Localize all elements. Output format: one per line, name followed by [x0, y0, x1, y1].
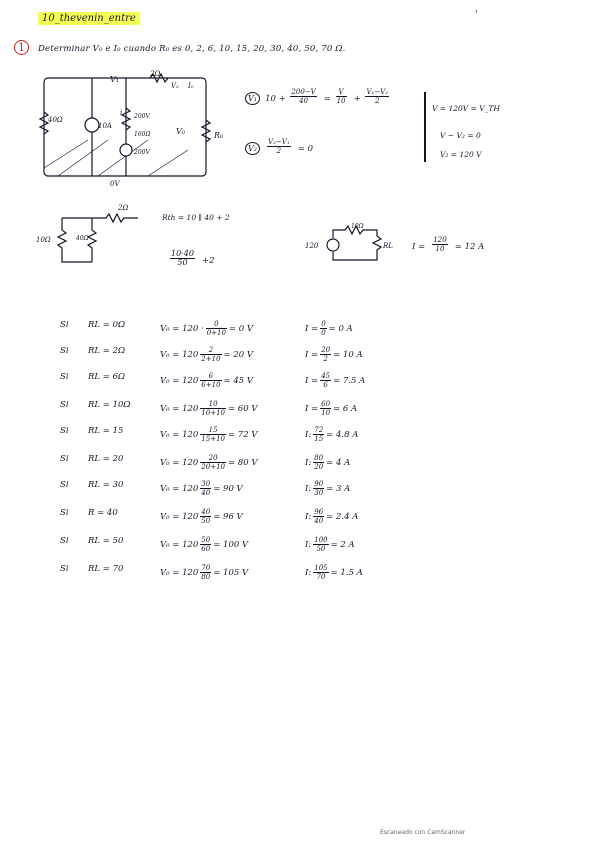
row-i-num: 105 — [314, 564, 328, 572]
corner-mark: ' — [475, 10, 478, 20]
row-vo-pre: V₀ = 120 — [160, 376, 199, 386]
row-vo — [160, 508, 243, 525]
row-i-res: = 2 A — [330, 540, 355, 550]
row-vo-den: 6+10 — [201, 381, 221, 389]
row-i-den: 20 — [314, 463, 324, 471]
i-frac-den: 10 — [435, 245, 445, 253]
row-si: Si — [60, 426, 69, 436]
eq-source-icon — [327, 239, 339, 251]
voltage-source-icon — [120, 144, 132, 156]
equation-v1 — [245, 86, 391, 105]
row-i-num: 90 — [314, 480, 324, 488]
row-i-res: = 1.5 A — [330, 568, 363, 578]
page-title: 10_thevenin_entre — [38, 12, 140, 25]
row-rl: RL = 10Ω — [88, 400, 131, 410]
row-vo-res: = 60 V — [227, 404, 258, 414]
node-io-label: I₀ — [188, 82, 194, 90]
row-vo — [160, 346, 253, 363]
ro-label: R₀ — [214, 131, 224, 140]
rth-frac-num: 10·40 — [171, 249, 194, 258]
row-i-res: = 4 A — [326, 458, 351, 468]
equation-v2 — [245, 136, 313, 155]
row-i-den: 10 — [321, 409, 331, 417]
row-vo-den: 10+10 — [201, 409, 225, 417]
row-i-den: 40 — [314, 517, 324, 525]
table-row — [0, 346, 599, 366]
eq2-label: V₂ — [245, 142, 260, 155]
row-vo-pre: V₀ = 120 — [160, 540, 199, 550]
eq-res-label: 10Ω — [351, 223, 364, 230]
eq1-frac1-den: 40 — [299, 97, 309, 105]
eq1-label: V₁ — [245, 92, 260, 105]
source-current-label: 10A — [98, 122, 112, 130]
row-rl: RL = 20 — [88, 454, 124, 464]
row-i — [305, 508, 358, 525]
eq1-frac1-num: 200−V — [291, 88, 316, 96]
row-i — [305, 400, 357, 417]
row-vo-num: 70 — [201, 564, 211, 572]
row-rl: RL = 15 — [88, 426, 124, 436]
row-vo-pre: V₀ = 120 — [160, 404, 199, 414]
row-i-pre: I = — [305, 404, 319, 414]
i-frac-num: 120 — [433, 236, 447, 244]
row-vo-num: 2 — [200, 346, 221, 355]
table-row — [0, 426, 599, 446]
scanner-footer: Escaneado con CamScanner — [380, 829, 466, 836]
row-i-num: 100 — [314, 536, 328, 544]
row-vo-num: 0 — [206, 320, 227, 329]
row-i-den: 50 — [316, 545, 326, 553]
rth-mid-label: 40Ω — [76, 235, 89, 242]
current-source-icon — [85, 118, 99, 132]
row-vo-pre: V₀ = 120 — [160, 512, 199, 522]
table-row — [0, 372, 599, 392]
row-i-pre: I: — [305, 568, 312, 578]
row-vo-pre: V₀ = 120 — [160, 430, 199, 440]
row-i-den: 0 — [321, 329, 326, 337]
row-vo-den: 60 — [201, 545, 211, 553]
row-vo-pre: V₀ = 120 — [160, 458, 199, 468]
row-i-num: 80 — [314, 454, 324, 462]
row-vo — [160, 564, 248, 581]
row-i-den: 15 — [314, 435, 324, 443]
eq1-frac2-den: 10 — [336, 97, 346, 105]
row-vo — [160, 320, 253, 337]
eq1-frac3-den: 2 — [375, 97, 380, 105]
row-i-pre: I = — [305, 324, 319, 334]
row-rl: RL = 70 — [88, 564, 124, 574]
row-vo-den: 15+10 — [201, 435, 225, 443]
row-vo — [160, 480, 243, 497]
row-vo-res: = 100 V — [213, 540, 249, 550]
row-rl: RL = 30 — [88, 480, 124, 490]
problem-number: 1 — [14, 40, 29, 55]
src-bottom-label: 200V — [134, 149, 150, 156]
row-vo-res: = 105 V — [213, 568, 249, 578]
table-row — [0, 400, 599, 420]
series-res-label: 2Ω — [150, 70, 161, 78]
result-v2: V₂ = 120 V — [440, 150, 482, 159]
eq-rl-label: RL — [383, 242, 393, 250]
row-rl: RL = 50 — [88, 536, 124, 546]
row-i-res: = 10 A — [333, 350, 363, 360]
row-i-num: 20 — [321, 346, 331, 354]
row-si: Si — [60, 480, 69, 490]
rth-frac-den: 50 — [177, 258, 188, 267]
row-vo-den: 0+10 — [206, 329, 226, 337]
row-vo-pre: V₀ = 120 — [160, 350, 199, 360]
res-mid-label: 160Ω — [134, 131, 151, 138]
rth-circuit-diagram — [30, 200, 140, 270]
row-vo-pre: V₀ = 120 · — [160, 324, 204, 334]
row-i-pre: I = — [305, 376, 319, 386]
row-vo-res: = 72 V — [227, 430, 258, 440]
row-vo-num: 50 — [201, 536, 211, 544]
src-top-label: 200V — [134, 113, 150, 120]
row-i — [305, 564, 363, 581]
rth-left-label: 10Ω — [36, 236, 51, 244]
table-row — [0, 480, 599, 500]
row-vo — [160, 536, 248, 553]
res-left-label: 40Ω — [48, 116, 63, 124]
row-vo-den: 80 — [201, 573, 211, 581]
row-i — [305, 480, 350, 497]
row-vo-res: = 20 V — [223, 350, 254, 360]
row-i — [305, 372, 365, 389]
eq2-frac-num: V₂−V₁ — [268, 138, 290, 146]
row-vo-den: 40 — [201, 489, 211, 497]
row-i-pre: I: — [305, 484, 312, 494]
row-i — [305, 346, 363, 363]
eq-src-label: 120 — [305, 242, 319, 250]
row-i-res: = 6 A — [333, 404, 358, 414]
eq1-eq: = — [323, 94, 334, 104]
row-vo-den: 20+10 — [201, 463, 225, 471]
i-eq: I = — [412, 242, 426, 252]
row-vo — [160, 372, 253, 389]
row-vo-den: 50 — [201, 517, 211, 525]
row-i-den: 6 — [323, 381, 328, 389]
row-i-den: 30 — [314, 489, 324, 497]
row-vo-res: = 45 V — [223, 376, 254, 386]
ground-label: 0V — [110, 180, 120, 188]
row-si: Si — [60, 536, 69, 546]
table-row — [0, 454, 599, 474]
problem-prompt: Determinar V₀ e I₀ cuando R₀ es 0, 2, 6, 10, 15, 20, 30, 40, 50, 70 Ω. — [38, 44, 346, 54]
result-v-minus-v2: V − V₂ = 0 — [440, 131, 481, 140]
result-vth: V = 120V = V_TH — [432, 104, 500, 113]
row-i-pre: I: — [305, 512, 312, 522]
i-short-calc — [412, 234, 484, 253]
row-si: Si — [60, 400, 69, 410]
row-vo — [160, 426, 257, 443]
rth-top-label: 2Ω — [118, 204, 129, 212]
row-si: Si — [60, 320, 69, 330]
row-rl: RL = 2Ω — [88, 346, 126, 356]
table-row — [0, 320, 599, 340]
row-i-num: 72 — [314, 426, 324, 434]
eq1-frac2-num: V — [336, 88, 347, 97]
row-vo-pre: V₀ = 120 — [160, 568, 199, 578]
results-divider — [424, 92, 426, 162]
row-i — [305, 426, 358, 443]
node-v1-label: V₁ — [110, 75, 119, 84]
row-si: Si — [60, 372, 69, 382]
eq1-plus: + — [353, 94, 364, 104]
table-row — [0, 564, 599, 584]
eq2-tail: = 0 — [297, 144, 313, 154]
row-i-den: 2 — [323, 355, 328, 363]
row-i-res: = 7.5 A — [333, 376, 366, 386]
row-i-pre: I: — [305, 458, 312, 468]
row-vo-pre: V₀ = 120 — [160, 484, 199, 494]
row-i-num: 96 — [314, 508, 324, 516]
rth-calc — [168, 248, 215, 267]
row-rl: RL = 0Ω — [88, 320, 126, 330]
eq2-frac-den: 2 — [276, 147, 282, 155]
i-result: = 12 A — [454, 242, 485, 252]
row-i-num: 45 — [321, 372, 331, 380]
table-row — [0, 508, 599, 528]
row-i — [305, 536, 355, 553]
row-i-pre: I: — [305, 540, 312, 550]
main-circuit-diagram — [38, 70, 228, 188]
row-i — [305, 320, 353, 337]
row-i-pre: I = — [305, 350, 319, 360]
row-si: Si — [60, 508, 69, 518]
eq1-frac3-num: V₁−V₂ — [366, 88, 389, 96]
row-vo — [160, 454, 257, 471]
row-vo-res: = 96 V — [213, 512, 243, 522]
row-vo-num: 10 — [200, 400, 226, 409]
row-vo-res: = 80 V — [227, 458, 258, 468]
row-i-res: = 2.4 A — [326, 512, 359, 522]
node-v2-label: V₂ — [171, 82, 179, 90]
row-vo-num: 30 — [201, 480, 211, 488]
row-vo-den: 2+10 — [201, 355, 221, 363]
row-vo-num: 40 — [201, 508, 211, 516]
row-vo-num: 20 — [200, 454, 226, 463]
vo-label: V₀ — [176, 127, 185, 136]
equivalent-circuit-diagram — [305, 222, 400, 268]
row-i-res: = 0 A — [328, 324, 353, 334]
table-row — [0, 536, 599, 556]
row-vo-res: = 0 V — [228, 324, 254, 334]
row-i-num: 0 — [321, 320, 326, 328]
rth-line: Rth = 10 ∥ 40 + 2 — [162, 213, 230, 222]
eq1-text: 10 + — [265, 94, 289, 104]
row-si: Si — [60, 454, 69, 464]
row-i-den: 70 — [316, 573, 326, 581]
rth-plus: +2 — [202, 256, 215, 266]
row-vo-num: 15 — [200, 426, 226, 435]
row-i-res: = 3 A — [326, 484, 351, 494]
i-label: i — [120, 109, 123, 117]
row-i-pre: I: — [305, 430, 312, 440]
row-si: Si — [60, 564, 69, 574]
row-si: Si — [60, 346, 69, 356]
row-rl: R = 40 — [88, 508, 118, 518]
row-vo-num: 6 — [200, 372, 221, 381]
row-vo-res: = 90 V — [213, 484, 243, 494]
row-i-res: = 4.8 A — [326, 430, 359, 440]
row-rl: RL = 6Ω — [88, 372, 126, 382]
row-i-num: 60 — [321, 400, 331, 408]
row-vo — [160, 400, 257, 417]
row-i — [305, 454, 350, 471]
